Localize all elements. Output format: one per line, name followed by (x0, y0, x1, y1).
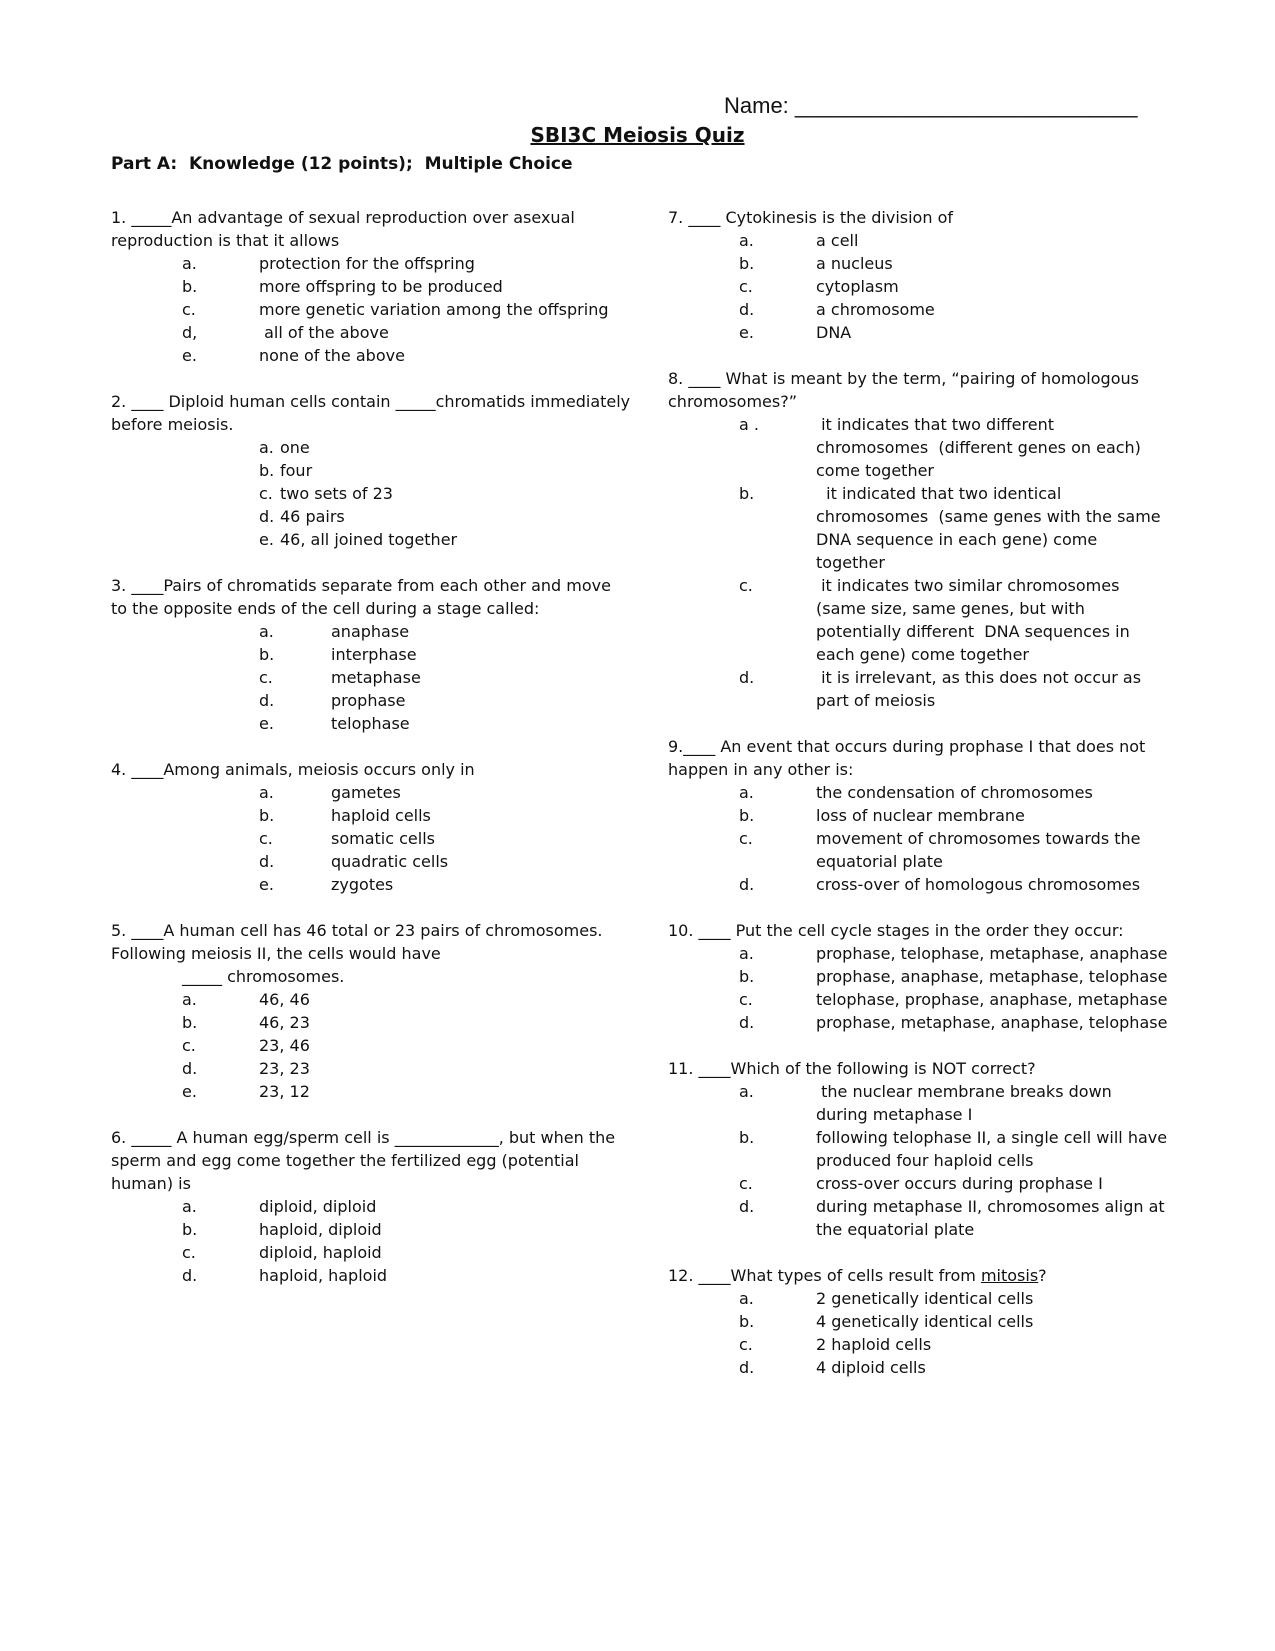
answer-option (111, 1034, 631, 1057)
answer-option (668, 1080, 1168, 1126)
question-text: 6. _____ A human egg/sperm cell is _____________, but when the sperm and egg come together the fertilized egg (potential human) is (111, 1128, 616, 1193)
answer-option (668, 229, 1168, 252)
part-a-heading: Part A: Knowledge (12 points); Multiple Choice (111, 154, 573, 174)
question-item (668, 1264, 1168, 1379)
option-text: 4 diploid cells (816, 1358, 926, 1377)
option-letter: d. (739, 1358, 755, 1377)
option-letter: b. (182, 1013, 198, 1032)
question-continuation: _____ chromosomes. (182, 967, 345, 986)
answer-option (111, 321, 631, 344)
question-text: 2. ____ Diploid human cells contain _____chromatids immediately before meiosis. (111, 392, 631, 434)
option-text: it indicates that two different chromosomes (different genes on each) come together (816, 415, 1147, 480)
question-item (668, 367, 1168, 712)
answer-option (668, 827, 1168, 873)
option-letter: b. (739, 806, 755, 825)
question-text: 3. ____Pairs of chromatids separate from each other and move to the opposite ends of the cell during a stage called: (111, 576, 611, 618)
answer-option (668, 781, 1168, 804)
option-text: prophase, metaphase, anaphase, telophase (816, 1013, 1168, 1032)
question-text: 4. ____Among animals, meiosis occurs only in (111, 760, 475, 779)
option-text: two sets of 23 (280, 484, 393, 503)
question-item (111, 390, 631, 551)
option-text: 2 haploid cells (816, 1335, 932, 1354)
option-text: the condensation of chromosomes (816, 783, 1093, 802)
question-text-prefix: 12. ____What types of cells result from (668, 1266, 981, 1285)
option-letter: a. (259, 438, 274, 457)
question-text: 7. ____ Cytokinesis is the division of (668, 208, 953, 227)
question-text: 9.____ An event that occurs during prophase I that does not happen in any other is: (668, 737, 1146, 779)
answer-option (111, 344, 631, 367)
option-letter: b. (182, 277, 198, 296)
option-letter: a . (739, 415, 759, 434)
answer-option (111, 459, 631, 482)
answer-option (111, 988, 631, 1011)
option-letter: c. (182, 1036, 196, 1055)
option-letter: e. (182, 1082, 197, 1101)
question-text: 11. ____Which of the following is NOT correct? (668, 1059, 1036, 1078)
option-text: one (280, 438, 310, 457)
option-text: following telophase II, a single cell will have produced four haploid cells (816, 1128, 1173, 1170)
option-letter: c. (739, 990, 753, 1009)
option-letter: d, (182, 323, 198, 342)
answer-option (111, 1264, 631, 1287)
answer-option (111, 505, 631, 528)
option-letter: a. (182, 1197, 197, 1216)
option-text: metaphase (331, 668, 421, 687)
answer-option (111, 804, 631, 827)
name-field-label: Name: ____________________________ (724, 93, 1138, 118)
option-letter: d. (259, 507, 275, 526)
option-text: 46 pairs (280, 507, 345, 526)
option-letter: b. (739, 484, 755, 503)
answer-option (111, 1241, 631, 1264)
option-text: somatic cells (331, 829, 435, 848)
answer-option (668, 1195, 1168, 1241)
answer-option (111, 1218, 631, 1241)
option-text: interphase (331, 645, 417, 664)
answer-option (668, 666, 1168, 712)
answer-option (668, 1172, 1168, 1195)
option-text: none of the above (259, 346, 405, 365)
option-text: a cell (816, 231, 859, 250)
answer-option (668, 942, 1168, 965)
option-text: prophase, telophase, metaphase, anaphase (816, 944, 1168, 963)
option-letter: d. (182, 1266, 198, 1285)
question-item (668, 1057, 1173, 1241)
option-text: diploid, diploid (259, 1197, 377, 1216)
option-text: telophase, prophase, anaphase, metaphase (816, 990, 1168, 1009)
answer-option (668, 1011, 1168, 1034)
option-text: 4 genetically identical cells (816, 1312, 1034, 1331)
option-letter: a. (182, 254, 197, 273)
option-letter: c. (739, 576, 753, 595)
answer-option (111, 689, 631, 712)
question-item (111, 1126, 631, 1287)
option-text: more offspring to be produced (259, 277, 503, 296)
answer-option (668, 252, 1168, 275)
question-text: 8. ____ What is meant by the term, “pairing of homologous chromosomes?” (668, 369, 1139, 411)
option-text: movement of chromosomes towards the equatorial plate (816, 829, 1146, 871)
option-letter: c. (182, 1243, 196, 1262)
answer-option (668, 413, 1168, 482)
answer-option (111, 666, 631, 689)
option-text: 46, 23 (259, 1013, 310, 1032)
answer-option (668, 574, 1168, 666)
option-text: it indicates two similar chromosomes (same size, same genes, but with potentially different DNA sequences in each gene) come together (816, 576, 1135, 664)
option-text: a nucleus (816, 254, 893, 273)
option-letter: d. (739, 875, 755, 894)
answer-option (111, 1057, 631, 1080)
answer-option (111, 643, 631, 666)
question-item (111, 758, 631, 896)
answer-option (668, 1356, 1168, 1379)
option-letter: c. (259, 829, 273, 848)
option-text: haploid, diploid (259, 1220, 382, 1239)
answer-option (111, 275, 631, 298)
option-text: quadratic cells (331, 852, 449, 871)
option-text: all of the above (259, 323, 389, 342)
answer-option (111, 436, 631, 459)
option-letter: e. (259, 875, 274, 894)
option-text: 23, 12 (259, 1082, 310, 1101)
option-letter: c. (259, 668, 273, 687)
option-text: prophase (331, 691, 406, 710)
answer-option (668, 988, 1168, 1011)
option-letter: a. (739, 783, 754, 802)
answer-option (111, 1080, 631, 1103)
option-letter: b. (259, 806, 275, 825)
answer-option (668, 804, 1168, 827)
question-text: 5. ____A human cell has 46 total or 23 pairs of chromosomes. Following meiosis II, the cells would have (111, 921, 603, 963)
option-text: cytoplasm (816, 277, 899, 296)
answer-option (111, 827, 631, 850)
option-letter: b. (739, 1312, 755, 1331)
option-text: anaphase (331, 622, 410, 641)
option-text: haploid, haploid (259, 1266, 388, 1285)
option-text: 23, 23 (259, 1059, 310, 1078)
right-column (668, 206, 1173, 1402)
option-text: four (280, 461, 313, 480)
option-letter: a. (739, 944, 754, 963)
answer-option (668, 1287, 1168, 1310)
answer-option (111, 252, 631, 275)
question-text (668, 1264, 1168, 1287)
option-text: diploid, haploid (259, 1243, 382, 1262)
option-text: 2 genetically identical cells (816, 1289, 1034, 1308)
option-letter: d. (739, 668, 755, 687)
answer-option (668, 275, 1168, 298)
option-text: a chromosome (816, 300, 935, 319)
option-letter: a. (739, 1082, 754, 1101)
option-letter: d. (259, 691, 275, 710)
answer-option (111, 712, 631, 735)
option-letter: b. (739, 1128, 755, 1147)
option-text: prophase, anaphase, metaphase, telophase (816, 967, 1168, 986)
answer-option (111, 1195, 631, 1218)
question-text-underlined: mitosis (980, 1266, 1039, 1285)
option-letter: d. (739, 1013, 755, 1032)
answer-option (668, 1126, 1173, 1172)
option-text: telophase (331, 714, 410, 733)
option-letter: e. (739, 323, 754, 342)
answer-option (668, 482, 1168, 574)
option-text: haploid cells (331, 806, 431, 825)
question-item (111, 919, 631, 1103)
answer-option (668, 321, 1168, 344)
option-text: 23, 46 (259, 1036, 310, 1055)
answer-option (111, 528, 631, 551)
question-item (668, 919, 1168, 1034)
option-text: cross-over of homologous chromosomes (816, 875, 1141, 894)
question-item (668, 735, 1168, 896)
option-letter: a. (182, 990, 197, 1009)
option-text: during metaphase II, chromosomes align at the equatorial plate (816, 1197, 1170, 1239)
option-letter: b. (182, 1220, 198, 1239)
option-text: it is irrelevant, as this does not occur as part of meiosis (816, 668, 1147, 710)
question-text: 10. ____ Put the cell cycle stages in the order they occur: (668, 921, 1124, 940)
answer-option (668, 965, 1168, 988)
option-letter: a. (259, 622, 274, 641)
answer-option (668, 1333, 1168, 1356)
quiz-title: SBI3C Meiosis Quiz (530, 123, 745, 147)
option-letter: a. (739, 231, 754, 250)
option-letter: c. (739, 1174, 753, 1193)
answer-option (668, 298, 1168, 321)
option-text: protection for the offspring (259, 254, 475, 273)
option-text: 46, all joined together (280, 530, 458, 549)
answer-option (111, 620, 631, 643)
left-column (111, 206, 631, 1310)
option-letter: a. (739, 1289, 754, 1308)
question-item (111, 206, 631, 367)
option-text: gametes (331, 783, 401, 802)
option-text: it indicated that two identical chromosomes (same genes with the same DNA sequence in each gene) come together (816, 484, 1166, 572)
option-letter: c. (259, 484, 273, 503)
option-text: cross-over occurs during prophase I (816, 1174, 1103, 1193)
answer-option (111, 873, 631, 896)
option-letter: b. (739, 967, 755, 986)
option-letter: c. (739, 829, 753, 848)
answer-option (111, 482, 631, 505)
answer-option (111, 298, 631, 321)
option-letter: b. (259, 461, 275, 480)
option-letter: d. (739, 1197, 755, 1216)
option-letter: a. (259, 783, 274, 802)
option-text: DNA (816, 323, 852, 342)
answer-option (668, 873, 1168, 896)
option-letter: d. (182, 1059, 198, 1078)
question-text: 1. _____An advantage of sexual reproduction over asexual reproduction is that it allows (111, 208, 575, 250)
option-letter: c. (182, 300, 196, 319)
question-text-suffix: ? (1038, 1266, 1047, 1285)
option-text: zygotes (331, 875, 394, 894)
question-item (668, 206, 1168, 344)
option-letter: e. (182, 346, 197, 365)
option-letter: d. (739, 300, 755, 319)
question-item (111, 574, 631, 735)
answer-option (111, 850, 631, 873)
option-text: 46, 46 (259, 990, 310, 1009)
option-letter: e. (259, 714, 274, 733)
option-text: more genetic variation among the offspring (259, 300, 609, 319)
answer-option (111, 781, 631, 804)
option-letter: c. (739, 277, 753, 296)
option-text: the nuclear membrane breaks down during metaphase I (816, 1082, 1117, 1124)
option-letter: e. (259, 530, 274, 549)
answer-option (111, 1011, 631, 1034)
option-letter: b. (259, 645, 275, 664)
answer-option (668, 1310, 1168, 1333)
option-text: loss of nuclear membrane (816, 806, 1025, 825)
option-letter: b. (739, 254, 755, 273)
option-letter: c. (739, 1335, 753, 1354)
option-letter: d. (259, 852, 275, 871)
